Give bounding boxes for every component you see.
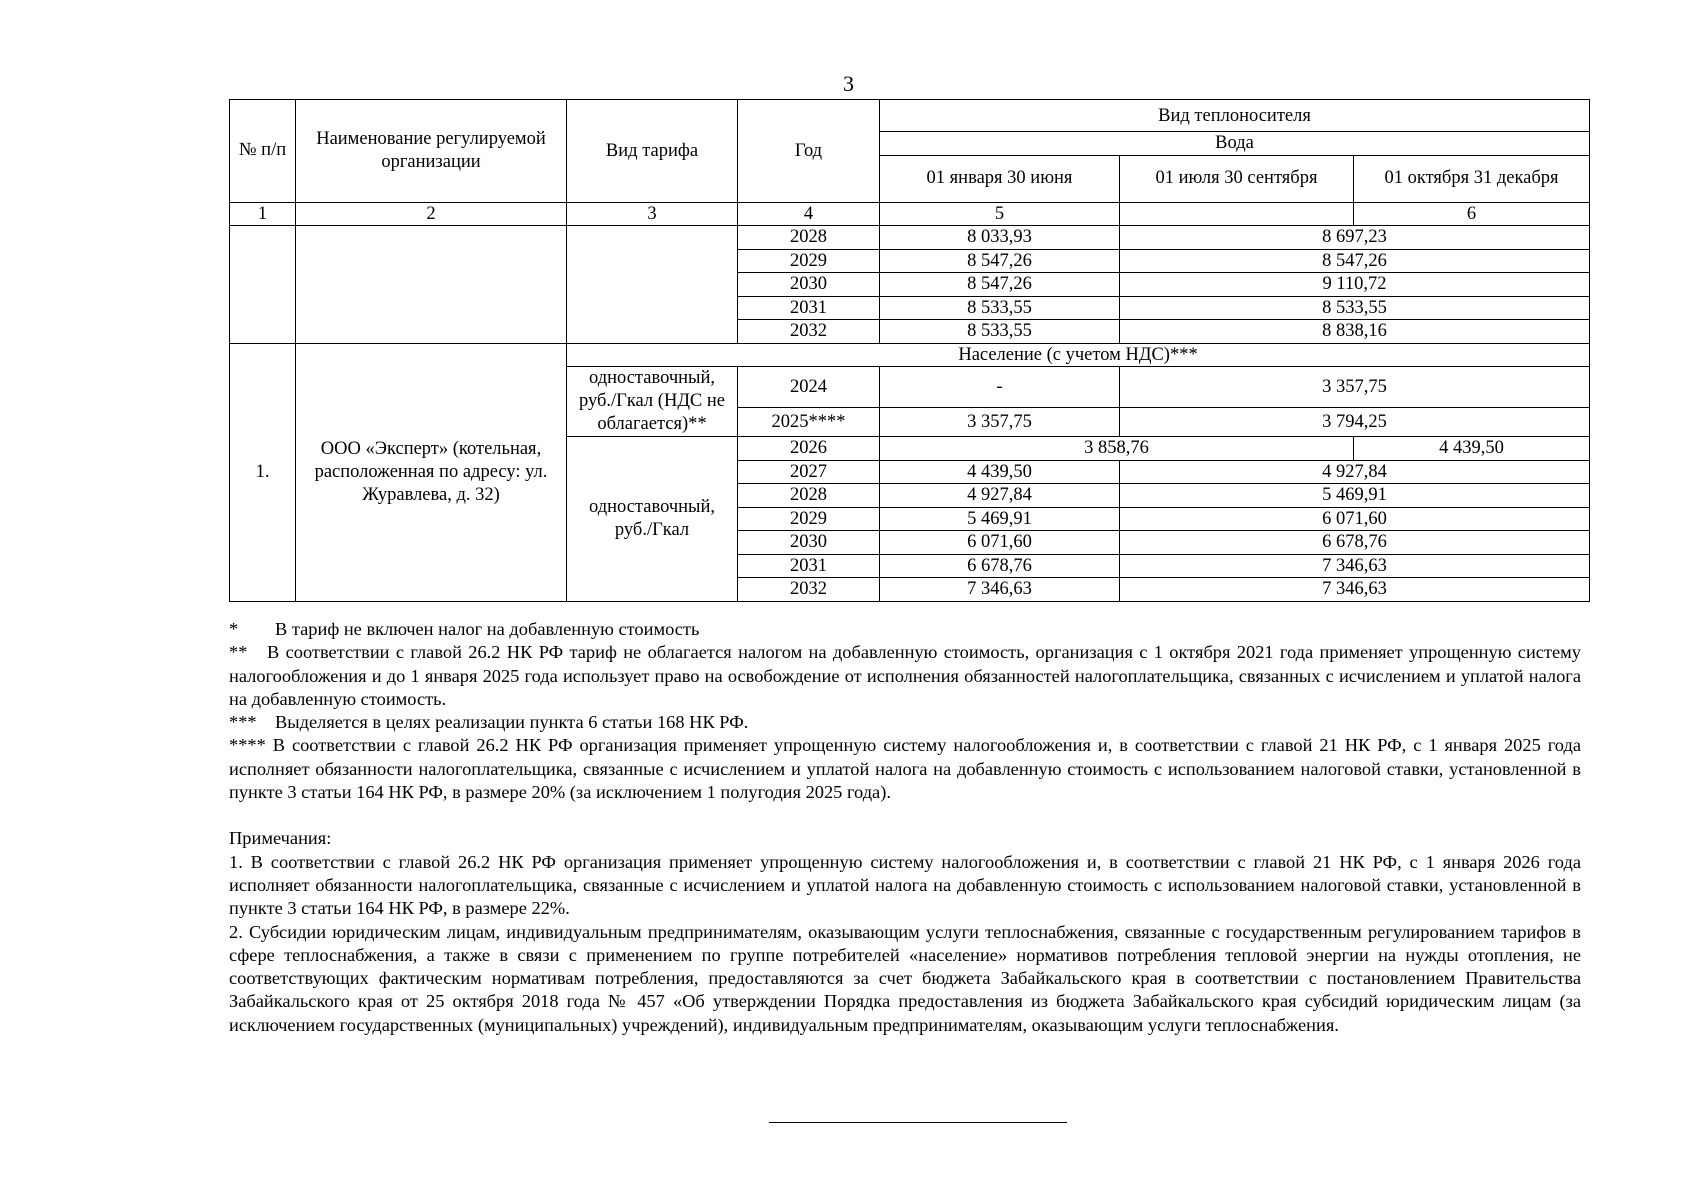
index-cell-empty <box>1120 202 1354 226</box>
footnote-4 <box>229 734 1581 804</box>
empty-num-cell <box>230 226 296 344</box>
note-2: 2. Субсидии юридическим лицам, индивидуальным предпринимателям, оказывающим услуги теплоснабжения, связанные с государственным регулированием тарифов в сфере теплоснабжения, а также в связи с применением по группе потребителей «население» нормативов потребления тепловой энергии на нужды отопления, не соответствующих фактическим нормативам потребления, предоставляются за счет бюджета Забайкальского края в соответствии с постановлением Правительства Забайкальского края от 25 октября 2018 года № 457 «Об утверждении Порядка предоставления из бюджета Забайкальского края субсидий юридическим лицам (за исключением государственных (муниципальных) учреждений), индивидуальным предпринимателям, оказывающим услуги теплоснабжения. <box>229 921 1581 1035</box>
value-cell: 6 678,76 <box>880 554 1120 578</box>
year-cell: 2029 <box>738 249 880 273</box>
header-col-tariff: Вид тарифа <box>567 100 738 203</box>
value-cell: 4 927,84 <box>1120 460 1590 484</box>
year-cell: 2031 <box>738 554 880 578</box>
value-cell: 8 533,55 <box>1120 296 1590 320</box>
tariff-type-b: одноставочный, руб./Гкал <box>567 437 738 602</box>
value-cell: 7 346,63 <box>1120 578 1590 602</box>
index-cell: 3 <box>567 202 738 226</box>
year-cell: 2029 <box>738 507 880 531</box>
page-number: 3 <box>843 71 854 96</box>
value-cell: 4 927,84 <box>880 484 1120 508</box>
closing-line <box>769 1122 1067 1123</box>
year-cell: 2024 <box>738 367 880 408</box>
footnotes-block <box>229 618 1581 1037</box>
footnote-3 <box>229 711 1581 734</box>
header-heat-carrier: Вид теплоносителя <box>880 100 1590 132</box>
value-cell: 5 469,91 <box>880 507 1120 531</box>
year-cell: 2032 <box>738 578 880 602</box>
value-cell: 8 533,55 <box>880 320 1120 344</box>
year-cell: 2032 <box>738 320 880 344</box>
header-col-num: № п/п <box>230 100 296 203</box>
header-period-1: 01 января 30 июня <box>880 155 1120 202</box>
footnote-mark: **** <box>229 735 266 756</box>
header-water: Вода <box>880 132 1590 156</box>
footnote-1 <box>229 618 1581 641</box>
value-cell: - <box>880 367 1120 408</box>
value-cell: 9 110,72 <box>1120 273 1590 297</box>
header-period-2: 01 июля 30 сентября <box>1120 155 1354 202</box>
value-cell: 3 794,25 <box>1120 407 1590 436</box>
footnote-text: Выделяется в целях реализации пункта 6 статьи 168 НК РФ. <box>275 712 749 733</box>
year-cell: 2031 <box>738 296 880 320</box>
footnote-mark: * <box>229 619 239 639</box>
index-cell: 1 <box>230 202 296 226</box>
footnote-text: В тариф не включен налог на добавленную стоимость <box>275 619 700 639</box>
index-cell: 6 <box>1354 202 1590 226</box>
header-period-3: 01 октября 31 декабря <box>1354 155 1590 202</box>
value-cell: 8 838,16 <box>1120 320 1590 344</box>
footnote-mark: *** <box>229 712 257 733</box>
header-col-year: Год <box>738 100 880 203</box>
year-cell: 2025**** <box>738 407 880 436</box>
year-cell: 2028 <box>738 226 880 250</box>
year-cell: 2028 <box>738 484 880 508</box>
year-cell: 2026 <box>738 437 880 461</box>
note-1: 1. В соответствии с главой 26.2 НК РФ организация применяет упрощенную систему налогообложения и, в соответствии с главой 21 НК РФ, с 1 января 2026 года исполняет обязанности налогоплательщика, связанные с исчислением и уплатой налога на добавленную стоимость с использованием налоговой ставки, установленной в пункте 3 статьи 164 НК РФ, в размере 22%. <box>229 851 1581 919</box>
index-cell: 2 <box>296 202 567 226</box>
empty-tariff-cell <box>567 226 738 344</box>
footnote-text: В соответствии с главой 26.2 НК РФ тариф не облагается налогом на добавленную стоимость, организация с 1 октября 2021 года применяет упрощенную систему налогообложения и до 1 января 2025 года использует право на освобождение от исполнения обязанностей налогоплательщика, связанных с исчислением и уплатой налога на добавленную стоимость. <box>229 642 1581 709</box>
value-cell: 8 033,93 <box>880 226 1120 250</box>
year-cell: 2030 <box>738 531 880 555</box>
table-row <box>230 226 1590 250</box>
section-title: Население (с учетом НДС)*** <box>567 343 1590 367</box>
notes-title: Примечания: <box>229 828 332 849</box>
value-cell: 3 357,75 <box>880 407 1120 436</box>
footnote-2 <box>229 641 1581 711</box>
value-cell: 4 439,50 <box>880 460 1120 484</box>
footnote-mark: ** <box>229 642 248 663</box>
org-number: 1. <box>230 343 296 601</box>
table-row <box>230 343 1590 367</box>
tariff-type-a: одноставочный, руб./Гкал (НДС не облагается)** <box>567 367 738 437</box>
value-cell: 7 346,63 <box>1120 554 1590 578</box>
index-cell: 4 <box>738 202 880 226</box>
value-cell: 6 678,76 <box>1120 531 1590 555</box>
value-cell: 5 469,91 <box>1120 484 1590 508</box>
header-col-org: Наименование регулируемой организации <box>296 100 567 203</box>
value-cell: 8 533,55 <box>880 296 1120 320</box>
org-name: ООО «Эксперт» (котельная, расположенная по адресу: ул. Журавлева, д. 32) <box>296 343 567 601</box>
value-cell: 3 357,75 <box>1120 367 1590 408</box>
index-cell: 5 <box>880 202 1120 226</box>
year-cell: 2030 <box>738 273 880 297</box>
value-cell: 6 071,60 <box>1120 507 1590 531</box>
value-cell: 8 697,23 <box>1120 226 1590 250</box>
tariff-table <box>229 99 1590 602</box>
value-cell: 8 547,26 <box>880 273 1120 297</box>
value-cell: 8 547,26 <box>880 249 1120 273</box>
footnote-text: В соответствии с главой 26.2 НК РФ организация применяет упрощенную систему налогообложения и, в соответствии с главой 21 НК РФ, с 1 января 2025 года исполняет обязанности налогоплательщика, связанные с исчислением и уплатой налога на добавленную стоимость с использованием налоговой ставки, установленной в пункте 3 статьи 164 НК РФ, в размере 20% (за исключением 1 полугодия 2025 года). <box>229 735 1581 803</box>
empty-org-cell <box>296 226 567 344</box>
value-cell: 6 071,60 <box>880 531 1120 555</box>
value-cell: 7 346,63 <box>880 578 1120 602</box>
value-cell: 8 547,26 <box>1120 249 1590 273</box>
value-cell: 3 858,76 <box>880 437 1354 461</box>
index-row <box>230 202 1590 226</box>
value-cell: 4 439,50 <box>1354 437 1590 461</box>
year-cell: 2027 <box>738 460 880 484</box>
